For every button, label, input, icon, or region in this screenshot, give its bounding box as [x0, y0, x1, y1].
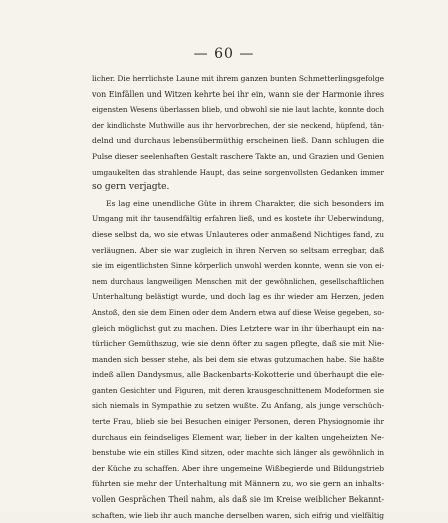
text-line: Pulse dieser seelenhaften Gestalt raschere Takte an, und Grazien und Genien	[92, 151, 384, 161]
text-line: so gern verjagte.	[92, 182, 170, 193]
text-line: Unterhaltung belästigt wurde, und doch lag es ihr wieder am Herzen, jeden	[92, 292, 384, 302]
text-line: Umgang mit ihr tausendfältig erfahren ließ, und es kostete ihr Ueberwindung,	[92, 214, 384, 224]
text-line: von Einfällen und Witzen kehrte bei ihr ein, wann sie der Harmonie ihres	[92, 89, 384, 99]
text-line: der kindlichste Muthwille aus ihr hervorbrechen, der sie neckend, hüpfend, tän-	[92, 120, 384, 130]
text-line: eigensten Wesens überlassen blieb, und obwohl sie nie laut lachte, konnte doch	[92, 105, 384, 115]
text-line: führten sie mehr der Unterhaltung mit Männern zu, wo sie gern an inhalts-	[92, 479, 384, 489]
text-line: Es lag eine unendliche Güte in ihrem Charakter, die sich besonders im	[106, 198, 384, 208]
text-line: gleich möglichst gut zu machen. Dies Letztere war in ihr überhaupt ein na-	[92, 323, 384, 333]
text-line: vollen Gesprächen Theil nahm, als daß sie im Kreise weiblicher Bekannt-	[92, 495, 384, 505]
text-line: der Küche zu schaffen. Aber ihre ungemeine Wißbegierde und Bildungstrieb	[92, 463, 384, 473]
text-line: schaften, wie lieb ihr auch manche derselben waren, sich eifrig und vielfältig	[92, 510, 384, 520]
text-line: benstube wie ein stilles Kind sitzen, oder machte sich länger als gewöhnlich in	[92, 448, 384, 458]
text-line: nem durchaus langweiligen Menschen mit der gewöhnlichen, gesellschaftlichen	[92, 276, 384, 286]
text-line: indeß allen Dandysmus, alle Backenbarts-Kokotterie und überhaupt die ele-	[92, 370, 384, 380]
text-line: umgaukelten das strahlende Haupt, das seine sorgenvollsten Gedanken immer	[92, 167, 384, 177]
text-line: ganten Gesichter und Figuren, mit deren krausgeschnittenem Modeformen sie	[92, 385, 384, 395]
text-line: terte Frau, blieb sie bei Besuchen einiger Personen, deren Physiognomie ihr	[92, 417, 384, 427]
text-line: Anstoß, den sie dem Einen oder dem Andern etwa auf diese Weise gegeben, so-	[92, 307, 384, 317]
body-text	[92, 71, 384, 523]
text-line: manden sich besser stehe, als bei dem sie etwas gutzumachen habe. Sie haßte	[92, 354, 384, 364]
text-line: delnd und durchaus lebensübermüthig erscheinen ließ. Dann schlugen die	[92, 136, 384, 146]
text-line: sie im eigentlichsten Sinne körperlich unwohl werden konnte, wenn sie von ei-	[92, 261, 384, 271]
text-line: licher. Die herrlichste Laune mit ihrem ganzen bunten Schmetterlingsgefolge	[92, 74, 384, 83]
text-line: diese selbst da, wo sie etwas Unlauteres oder anmaßend Nichtiges fand, zu	[92, 229, 384, 239]
page-number: — 60 —	[193, 46, 255, 62]
text-line: verläugnen. Aber sie war zugleich in ihren Nerven so seltsam erregbar, daß	[92, 245, 384, 255]
text-line: türlicher Gemüthszug, wie sie denn öfter zu sagen pflegte, daß sie mit Nie-	[92, 339, 384, 349]
text-line: sich niemals in Sympathie zu setzen wußte. Zu Anfang, als junge verschüch-	[92, 401, 384, 411]
text-line: durchaus ein feindseliges Element war, lieber in der kalten ungeheizten Ne-	[92, 432, 384, 442]
